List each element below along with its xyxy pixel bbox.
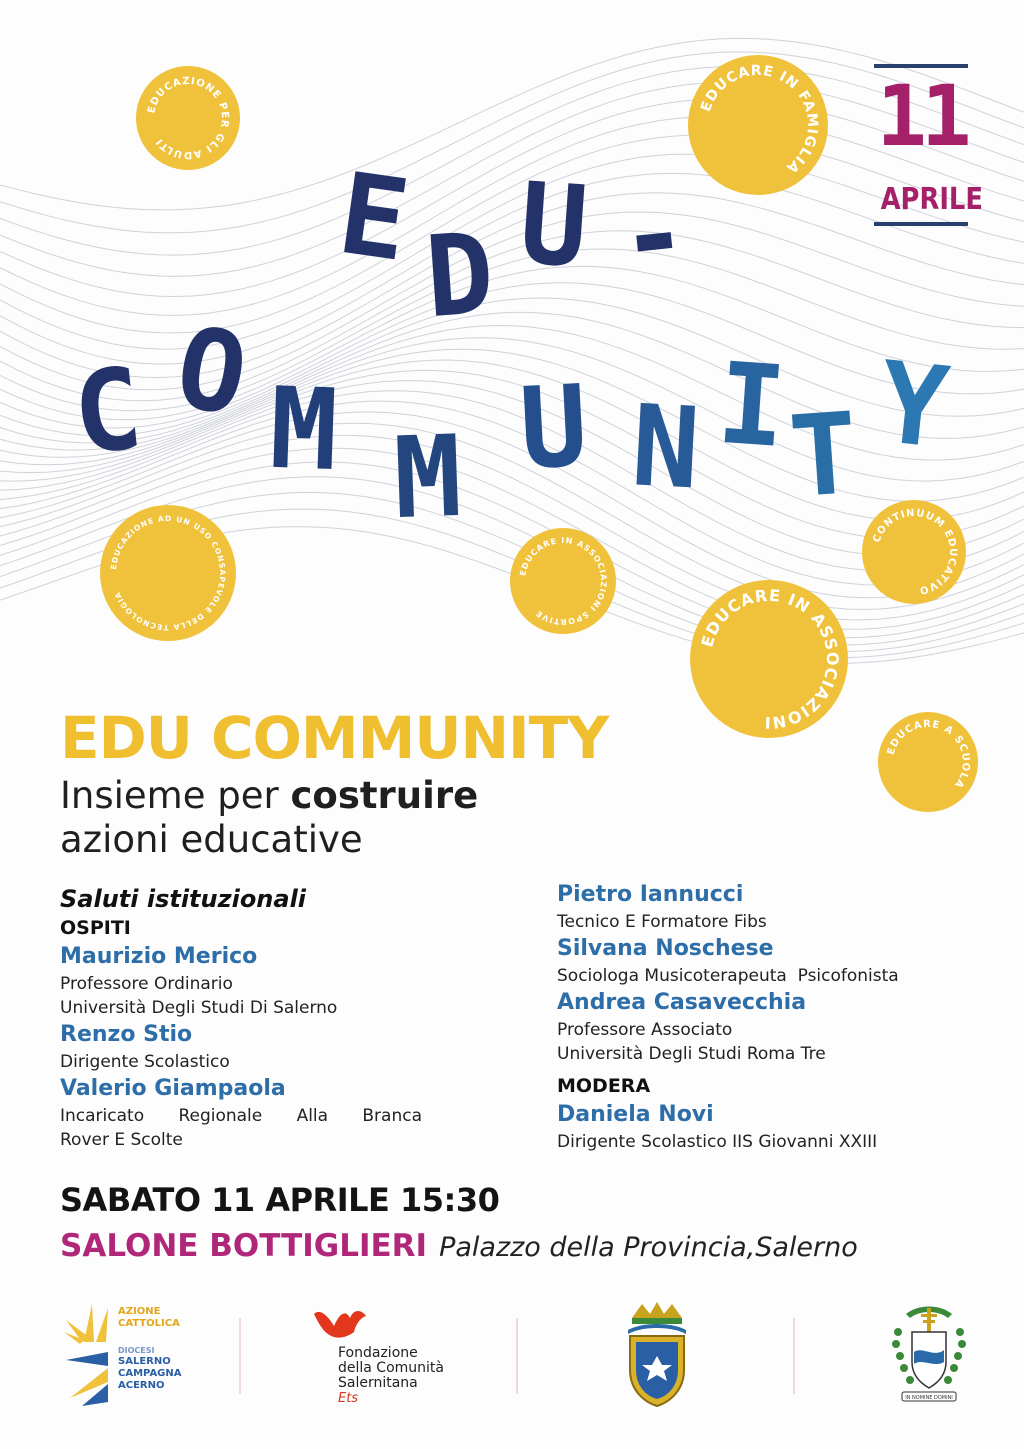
ac-line: CAMPAGNA [118, 1368, 182, 1379]
speaker-role: Rover E Scolte [60, 1130, 183, 1150]
badge-text: EDUCARE A SCUOLA [885, 718, 972, 791]
speaker-name: Renzo Stio [60, 1022, 193, 1047]
event-location [60, 1226, 858, 1268]
subtitle-part-b: costruire [290, 774, 479, 817]
logo-divider [793, 1318, 795, 1394]
ac-line: DIOCESI [118, 1346, 155, 1355]
badge-text: EDUCAZIONE AD UN USO CONSAPEVOLE DELLA TECNOLOGIA [109, 513, 228, 633]
fondazione-logo [310, 1304, 460, 1404]
role-word: Incaricato [60, 1106, 145, 1126]
provincia-crest-icon [622, 1300, 692, 1408]
azione-cattolica-rays-icon [62, 1302, 114, 1406]
svg-text:EDUCARE IN FAMIGLIA [698, 63, 820, 177]
headline-letter: E [331, 148, 417, 288]
wave-line [0, 208, 1024, 390]
speaker-role: Università Degli Studi Roma Tre [557, 1044, 826, 1064]
headline-letter: N [628, 381, 703, 515]
badge-educazione-adulti [136, 66, 240, 170]
speaker-role: Tecnico E Formatore Fibs [557, 912, 767, 932]
event-subtitle-line1 [60, 774, 478, 818]
wave-line [0, 298, 1024, 442]
speaker-name: Silvana Noschese [557, 936, 774, 961]
badge-educare-associazioni [690, 580, 848, 738]
svg-text:CONTINUUM EDUCATIVO [871, 508, 958, 596]
svg-text:EDUCAZIONE AD UN USO CONSAPEVO [109, 514, 227, 632]
wave-line [0, 231, 1024, 401]
headline-letter: I [713, 338, 790, 474]
logo-divider [239, 1318, 241, 1394]
ac-line: ACERNO [118, 1380, 165, 1391]
fondazione-line: Salernitana [338, 1375, 418, 1391]
speaker-role: Dirigente Scolastico [60, 1052, 230, 1072]
venue-place: Palazzo della Provincia,Salerno [439, 1232, 858, 1263]
subtitle-part-a: Insieme per [60, 774, 291, 817]
role-word: Alla [296, 1106, 329, 1126]
headline-letter: T [785, 388, 862, 524]
wave-line [0, 148, 1024, 349]
episcopal-seal-icon [888, 1302, 970, 1406]
headline-letter: U [515, 158, 592, 294]
headline-letter: Y [873, 337, 955, 475]
wave-line [0, 193, 1024, 378]
badge-associazioni-sportive [510, 528, 616, 634]
headline-letter: - [613, 167, 695, 305]
speaker-role-justified [60, 1104, 422, 1128]
wave-line [0, 266, 1024, 419]
svg-text:EDUCARE IN ASSOCIAZIONI SPORTI [518, 536, 608, 626]
wave-line [0, 326, 1024, 461]
badge-text: EDUCARE IN ASSOCIAZIONI SPORTIVE [518, 535, 609, 627]
speaker-name: Valerio Giampaola [60, 1076, 286, 1101]
fondazione-line: Fondazione [338, 1345, 418, 1361]
speaker-role: Università Degli Studi Di Salerno [60, 998, 338, 1018]
ac-line: CATTOLICA [118, 1318, 180, 1329]
moderator-name: Daniela Novi [557, 1102, 714, 1127]
fondazione-line: della Comunità [338, 1360, 444, 1376]
svg-text:EDUCARE A SCUOLA [886, 719, 971, 790]
speakers-left-column [60, 884, 422, 1152]
fondazione-hand-icon [310, 1304, 370, 1344]
date-block [874, 64, 983, 228]
azione-cattolica-logo [62, 1302, 182, 1406]
event-title: EDU COMMUNITY [60, 704, 609, 772]
moderator-role: Dirigente Scolastico IIS Giovanni XXIII [557, 1132, 878, 1152]
speakers-right-column [557, 880, 899, 1154]
fondazione-ets: Ets [338, 1391, 359, 1406]
logo-divider [516, 1318, 518, 1394]
badge-text: EDUCARE IN FAMIGLIA [698, 62, 821, 177]
event-subtitle-line2: azioni educative [60, 818, 363, 861]
role-word: Regionale [178, 1106, 263, 1126]
event-datetime: SABATO 11 APRILE 15:30 [60, 1181, 500, 1219]
ac-line: SALERNO [118, 1356, 171, 1367]
badge-text: EDUCARE IN ASSOCIAZIONI [697, 585, 843, 733]
badge-text: EDUCAZIONE PER GLI ADULTI [146, 75, 231, 161]
wave-line [0, 283, 1024, 428]
moderator-heading: MODERA [557, 1075, 651, 1097]
badge-uso-tecnologia [100, 505, 236, 641]
badge-educare-scuola [878, 712, 978, 812]
svg-text:EDUCARE IN ASSOCIAZIONI [697, 586, 842, 733]
speaker-name: Pietro Iannucci [557, 882, 744, 907]
badge-text: CONTINUUM EDUCATIVO [871, 507, 959, 596]
greetings-heading: Saluti istituzionali [60, 885, 307, 913]
speaker-role: Professore Ordinario [60, 974, 233, 994]
headline-letter: D [421, 208, 498, 344]
provincia-salerno-crest [622, 1300, 692, 1408]
badge-continuum-educativo [862, 500, 966, 604]
headline-letter: O [167, 302, 257, 442]
headline-letter: M [267, 363, 340, 497]
date-month: APRILE [880, 182, 983, 217]
ac-line: AZIONE [118, 1306, 161, 1317]
wave-line [0, 249, 1024, 411]
headline-letter: U [516, 361, 591, 495]
role-word: Branca [362, 1106, 422, 1126]
headline-letter: M [391, 411, 464, 545]
speaker-name: Andrea Casavecchia [557, 990, 807, 1015]
speaker-name: Maurizio Merico [60, 944, 258, 969]
speaker-role: Professore Associato [557, 1020, 733, 1040]
date-day: 11 [876, 67, 966, 165]
diocesi-episcopal-seal [888, 1302, 970, 1406]
svg-text:EDUCAZIONE PER GLI ADULTI [146, 76, 230, 160]
guests-heading: OSPITI [60, 917, 131, 939]
wave-line [0, 167, 1024, 364]
headline-letter: C [67, 343, 149, 481]
venue-name: SALONE BOTTIGLIERI [60, 1228, 428, 1264]
speaker-role: Sociologa Musicoterapeuta Psicofonista [557, 966, 899, 986]
badge-educare-famiglia [688, 55, 828, 195]
date-bottom-rule [874, 222, 968, 226]
seal-motto: IN NOMINE DOMINI [905, 1395, 953, 1401]
